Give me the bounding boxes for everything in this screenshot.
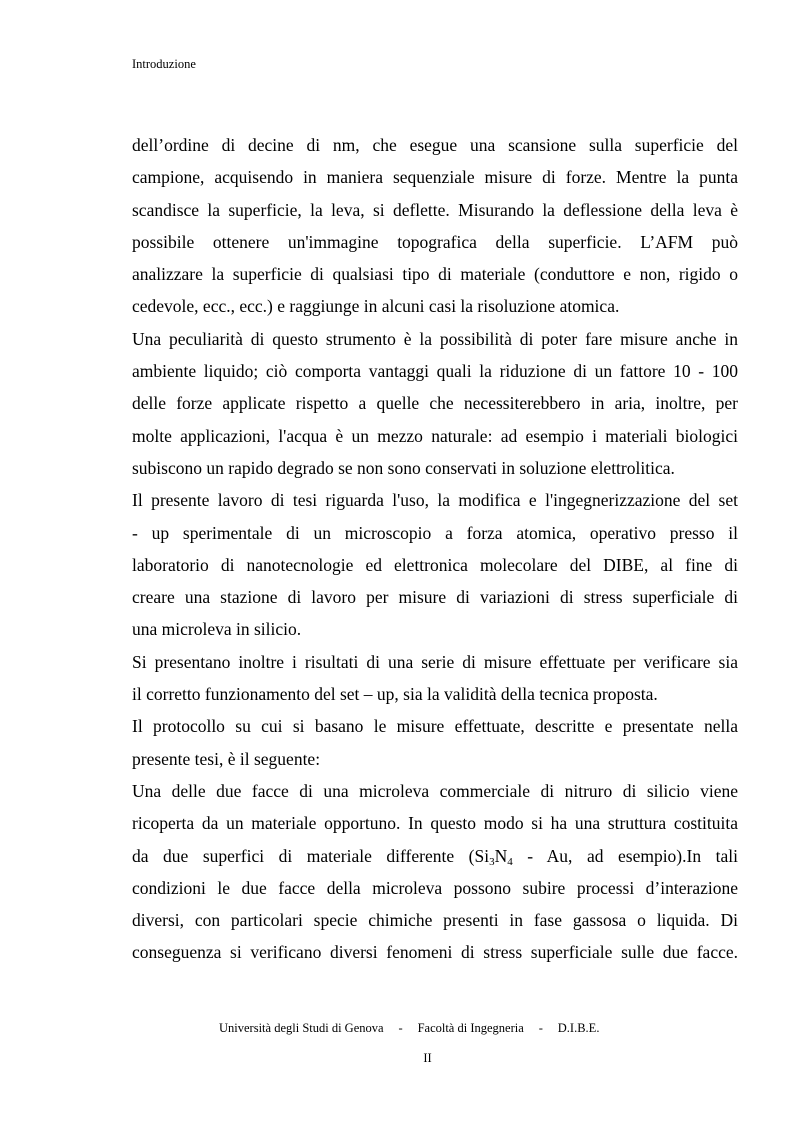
text-line: dell’ordine di decine di nm, che esegue una scansione sulla superficie del [132,135,738,155]
text-line: laboratorio di nanotecnologie ed elettronica molecolare del DIBE, al fine di [132,554,738,575]
text-line: scandisce la superficie, la leva, si deflette. Misurando la deflessione della leva è [132,199,738,220]
formula-subscript-n: 4 [507,855,513,868]
formula-text-after: - Au, ad esempio).In tali [512,845,738,866]
text-line: delle forze applicate rispetto a quelle che necessiterebbero in aria, inoltre, per [132,393,738,414]
text-line: - up sperimentale di un microscopio a forza atomica, operativo presso il [132,522,738,543]
text-line: cedevole, ecc., ecc.) e raggiunge in alcuni casi la risoluzione atomica. [132,296,620,317]
text-line: Si presentano inoltre i risultati di una serie di misure effettuate per verificare sia [132,651,738,672]
page-number: II [423,1051,432,1065]
text-line-with-formula [132,840,738,872]
footer-university: Università degli Studi di Genova [219,1021,384,1035]
running-header: Introduzione [132,57,196,71]
footer-department: D.I.B.E. [557,1021,600,1035]
text-line: Il presente lavoro di tesi riguarda l'uso, la modifica e l'ingegnerizzazione del set [132,490,738,511]
text-line: presente tesi, è il seguente: [132,748,321,769]
text-line: Il protocollo su cui si basano le misure effettuate, descritte e presentate nella [132,716,738,737]
footer-faculty: Facoltà di Ingegneria [417,1021,524,1035]
text-line: molte applicazioni, l'acqua è un mezzo naturale: ad esempio i materiali biologici [132,425,738,446]
text-line: subiscono un rapido degrado se non sono conservati in soluzione elettrolitica. [132,457,675,478]
body-text [132,129,738,969]
text-line: ambiente liquido; ciò comporta vantaggi quali la riduzione di un fattore 10 - 100 [132,361,738,382]
text-line: creare una stazione di lavoro per misure di variazioni di stress superficiale di [132,587,738,608]
text-line: ricoperta da un materiale opportuno. In questo modo si ha una struttura costituita [132,813,738,834]
text-line: diversi, con particolari specie chimiche presenti in fase gassosa o liquida. Di [132,910,738,931]
text-line: Una delle due facce di una microleva commerciale di nitruro di silicio viene [132,780,738,801]
text-line: una microleva in silicio. [132,619,302,640]
text-line: possibile ottenere un'immagine topografica della superficie. L’AFM può [132,231,738,252]
formula-subscript-si: 3 [489,855,495,868]
text-line: conseguenza si verificano diversi fenomeni di stress superficiale sulle due facce. [132,942,738,963]
text-line: il corretto funzionamento del set – up, sia la validità della tecnica proposta. [132,684,658,705]
formula-text-mid: N [494,845,508,866]
text-line: campione, acquisendo in maniera sequenziale misure di forze. Mentre la punta [132,167,738,188]
footer-affiliation [219,1020,599,1036]
formula-text-before: da due superfici di materiale differente (Si [132,845,490,866]
text-line: analizzare la superficie di qualsiasi tipo di materiale (conduttore e non, rigido o [132,264,738,285]
footer-separator: - [398,1021,403,1035]
footer-separator: - [538,1021,543,1035]
text-line: Una peculiarità di questo strumento è la possibilità di poter fare misure anche in [132,328,738,349]
text-line: condizioni le due facce della microleva possono subire processi d’interazione [132,877,738,898]
